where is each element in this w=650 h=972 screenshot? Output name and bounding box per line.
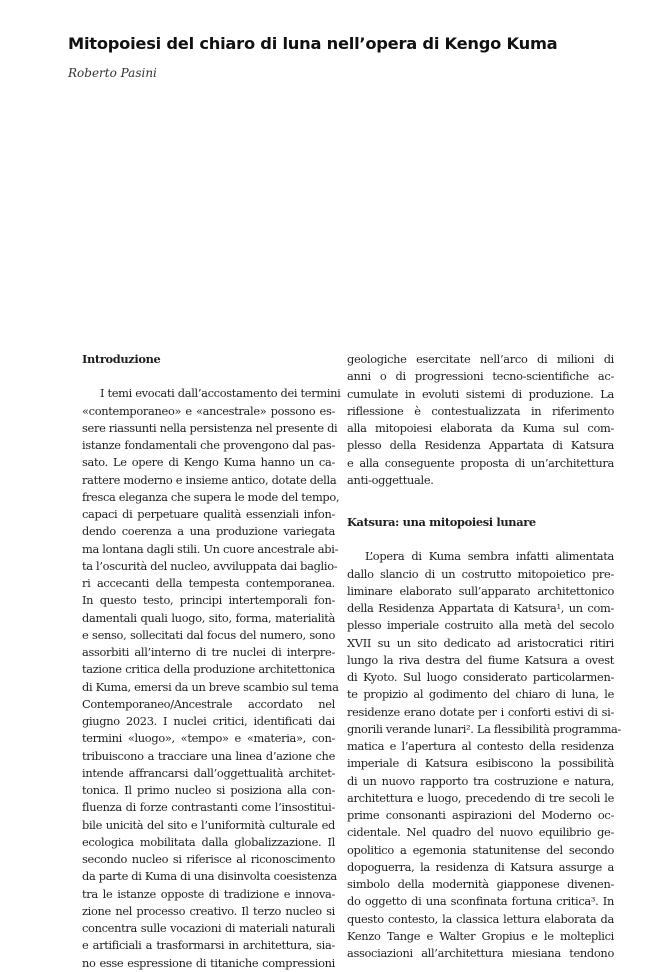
intro-paragraph-continued <box>347 351 614 489</box>
text-line: te propizio al godimento del chiaro di luna, le <box>347 687 614 702</box>
article-title: Mitopoiesi del chiaro di luna nell’opera di Kengo Kuma <box>68 34 558 53</box>
text-line: imperiale di Katsura esibiscono la possibilità <box>347 756 614 771</box>
text-line: plesso della Residenza Appartata di Katsura <box>347 438 614 453</box>
text-line: dallo slancio di un costrutto mitopoietico pre- <box>347 566 614 581</box>
text-line: e senso, sollecitati dal focus del numero, sono <box>82 627 335 642</box>
text-line: ta l’oscurità del nucleo, avviluppata dai baglio- <box>82 558 338 573</box>
text-line: opolitico a egemonia statunitense del secondo <box>347 842 614 857</box>
text-line: Kenzo Tange e Walter Gropius e le molteplici <box>347 928 614 943</box>
text-line: «contemporaneo» e «ancestrale» possono es- <box>82 403 335 418</box>
section-heading-katsura: Katsura: una mitopoiesi lunare <box>347 515 536 529</box>
text-line: secondo nucleo si riferisce al riconoscimento <box>82 852 335 866</box>
left-column <box>82 351 341 972</box>
text-line: architettura e luogo, precedendo di tre secoli le <box>347 790 614 805</box>
text-line: simbolo della modernità giapponese divenen- <box>347 877 614 891</box>
text-line: prime consonanti aspirazioni del Moderno oc- <box>347 808 614 822</box>
text-line: capaci di perpetuare qualità essenziali infon- <box>82 507 335 521</box>
intro-paragraph <box>82 385 341 972</box>
text-line: dopoguerra, la residenza di Katsura assurge a <box>347 859 614 874</box>
text-line: matica e l’apertura al contesto della residenza <box>347 739 614 753</box>
text-line: ma lontana dagli stili. Un cuore ancestrale abi- <box>82 541 339 556</box>
text-line: fresca eleganza che supera le mode del tempo, <box>82 489 340 504</box>
text-line: bile unicità del sito e l’uniformità culturale ed <box>82 817 335 832</box>
right-column <box>347 351 622 962</box>
katsura-paragraph <box>347 548 622 962</box>
text-line: dendo coerenza a una produzione variegata <box>82 524 335 539</box>
text-line: concentra sulle vocazioni di materiali naturali <box>82 921 335 935</box>
text-line: no esse espressione di titaniche compressioni <box>82 955 335 970</box>
text-line: alla mitopoiesi elaborata da Kuma sul com- <box>347 421 614 435</box>
text-line: XVII su un sito dedicato ad aristocratici ritiri <box>347 635 614 650</box>
section-heading-introduzione: Introduzione <box>82 352 161 366</box>
text-line: di Kyoto. Sul luogo considerato particolarmen- <box>347 670 614 684</box>
text-line: residenze erano dotate per i conforti estivi di si- <box>347 704 614 719</box>
text-line: della Residenza Appartata di Katsura¹, un com- <box>347 601 614 615</box>
text-line: fluenza di forze contrastanti come l’insostitui- <box>82 800 335 815</box>
text-line: damentali quali luogo, sito, forma, materialità <box>82 610 335 625</box>
author-name: Roberto Pasini <box>68 66 157 80</box>
text-line: sere riassunti nella persistenza nel presente di <box>82 420 338 435</box>
text-line: tribuiscono a tracciare una linea d’azione che <box>82 748 335 763</box>
text-line: intende affrancarsi dall’oggettualità architet- <box>82 765 335 780</box>
text-line: di Kuma, emersi da un breve scambio sul tema <box>82 679 339 694</box>
text-line: tra le istanze opposte di tradizione e innova- <box>82 886 335 901</box>
text-line: geologiche esercitate nell’arco di milioni di <box>347 352 614 366</box>
text-line: I temi evocati dall’accostamento dei termini <box>100 386 341 401</box>
text-line: termini «luogo», «tempo» e «materia», con- <box>82 731 335 746</box>
text-line: gnorili verande lunari². La flessibilità programma- <box>347 721 622 736</box>
text-line: associazioni all’architettura miesiana tendono <box>347 946 614 960</box>
text-line: tazione critica della produzione architettonica <box>82 662 335 677</box>
text-line: tonica. Il primo nucleo si posiziona alla con- <box>82 783 335 797</box>
text-line: e artificiali a trasformarsi in architettura, sia- <box>82 938 335 953</box>
text-line: In questo testo, principi intertemporali fon- <box>82 593 335 608</box>
text-line: cumulate in evoluti sistemi di produzione. La <box>347 386 614 401</box>
text-line: L’opera di Kuma sembra infatti alimentata <box>365 549 614 564</box>
text-line: Contemporaneo/Ancestrale accordato nel <box>82 696 335 711</box>
text-line: sato. Le opere di Kengo Kuma hanno un ca- <box>82 455 335 470</box>
text-line: anti-oggettuale. <box>347 472 434 487</box>
text-line: e alla conseguente proposta di un’architettura <box>347 455 614 470</box>
text-line: rattere moderno e insieme antico, dotate della <box>82 472 337 487</box>
text-line: do oggetto di una sconfinata fortuna critica³. In <box>347 894 614 909</box>
text-line: ri accecanti della tempesta contemporanea. <box>82 576 335 590</box>
text-line: di un nuovo rapporto tra costruzione e natura, <box>347 773 614 788</box>
text-line: plesso imperiale costruito alla metà del secolo <box>347 618 614 633</box>
text-line: ecologica mobilitata dalla globalizzazione. Il <box>82 834 335 849</box>
text-line: questo contesto, la classica lettura elaborata da <box>347 911 614 926</box>
text-line: anni o di progressioni tecno-scientifiche ac- <box>347 369 614 384</box>
text-line: istanze fondamentali che provengono dal pas- <box>82 438 335 452</box>
text-line: lungo la riva destra del fiume Katsura a ovest <box>347 652 614 667</box>
text-line: giugno 2023. I nuclei critici, identificati dai <box>82 714 335 728</box>
text-line: cidentale. Nel quadro del nuovo equilibrio ge- <box>347 825 614 840</box>
text-line: zione nel processo creativo. Il terzo nucleo si <box>82 903 335 918</box>
text-line: da parte di Kuma di una disinvolta coesistenza <box>82 869 337 884</box>
text-line: liminare elaborato sull’apparato architettonico <box>347 583 614 598</box>
text-line: assorbiti all’interno di tre nuclei di interpre- <box>82 645 335 659</box>
text-line: riflessione è contestualizzata in riferimento <box>347 403 614 418</box>
